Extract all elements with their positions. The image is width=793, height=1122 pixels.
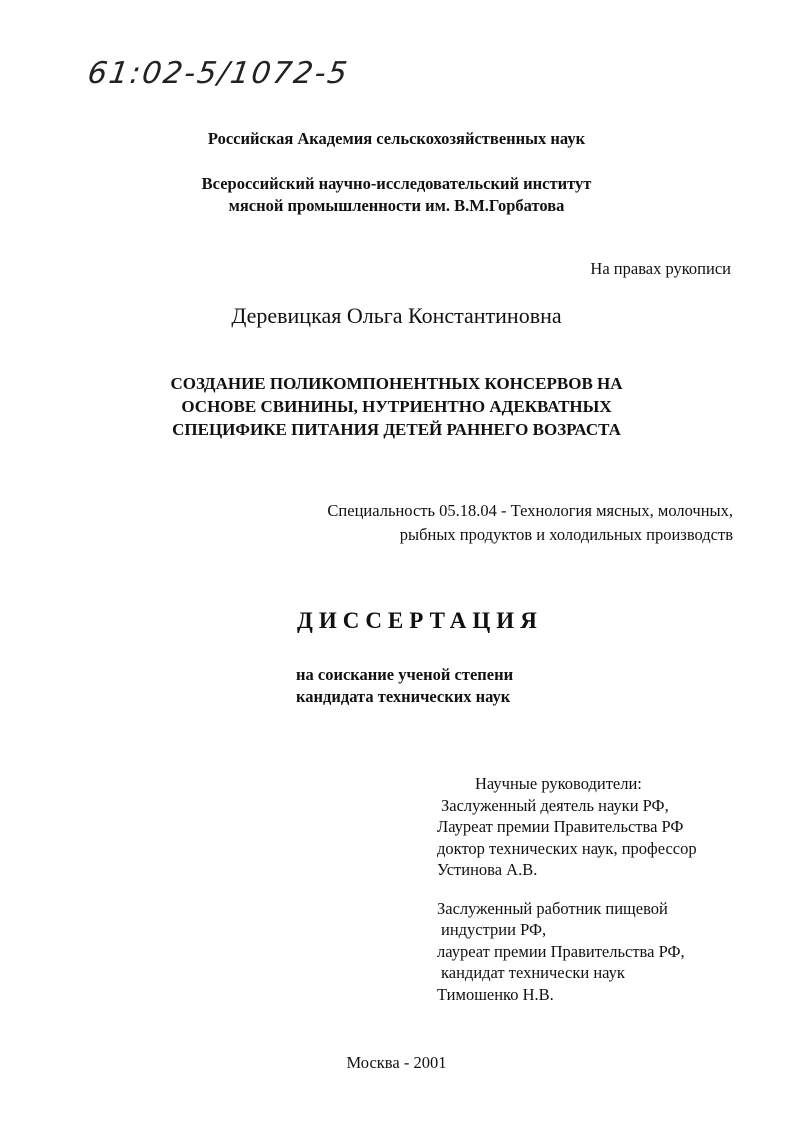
title-line-2: ОСНОВЕ СВИНИНЫ, НУТРИЕНТНО АДЕКВАТНЫХ bbox=[181, 397, 612, 416]
handwritten-archive-code: 61:02-5/1072-5 bbox=[85, 56, 352, 91]
supervisor-2-line-1: Заслуженный работник пищевой bbox=[437, 898, 668, 918]
author-name: Деревицкая Ольга Константиновна bbox=[231, 303, 562, 328]
title-line-1: СОЗДАНИЕ ПОЛИКОМПОНЕНТНЫХ КОНСЕРВОВ НА bbox=[170, 374, 623, 393]
academy-name: Российская Академия сельскохозяйственных наук bbox=[207, 129, 586, 148]
supervisors-heading: Научные руководители: bbox=[475, 774, 642, 793]
title-line-3: СПЕЦИФИКЕ ПИТАНИЯ ДЕТЕЙ РАННЕГО ВОЗРАСТА bbox=[172, 420, 621, 439]
institute-line-2: мясной промышленности им. В.М.Горбатова bbox=[228, 196, 565, 215]
document-type: ДИССЕРТАЦИЯ bbox=[297, 608, 543, 633]
rights-note: На правах рукописи bbox=[590, 259, 731, 278]
institute-line-1: Всероссийский научно-исследовательский институт bbox=[201, 174, 592, 193]
specialty-line-1: Специальность 05.18.04 - Технология мясных, молочных, bbox=[327, 501, 733, 520]
supervisor-1-name: Устинова А.В. bbox=[437, 860, 538, 879]
supervisor-2-line-2: индустрии РФ, bbox=[441, 920, 547, 939]
supervisor-1-line-2: Лауреат премии Правительства РФ bbox=[437, 817, 684, 836]
footer-city-year: Москва - 2001 bbox=[346, 1053, 447, 1072]
degree-line-2: кандидата технических наук bbox=[296, 687, 511, 706]
specialty-line-2: рыбных продуктов и холодильных производств bbox=[399, 525, 733, 544]
supervisor-2-name: Тимошенко Н.В. bbox=[437, 984, 554, 1004]
supervisors-block bbox=[437, 773, 697, 1005]
supervisor-2-line-3: лауреат премии Правительства РФ, bbox=[437, 941, 685, 961]
supervisor-1-line-3: доктор технических наук, профессор bbox=[437, 838, 697, 858]
degree-line-1: на соискание ученой степени bbox=[296, 665, 514, 684]
supervisor-2-line-4: кандидат технически наук bbox=[441, 963, 625, 982]
supervisor-1-line-1: Заслуженный деятель науки РФ, bbox=[441, 795, 669, 815]
